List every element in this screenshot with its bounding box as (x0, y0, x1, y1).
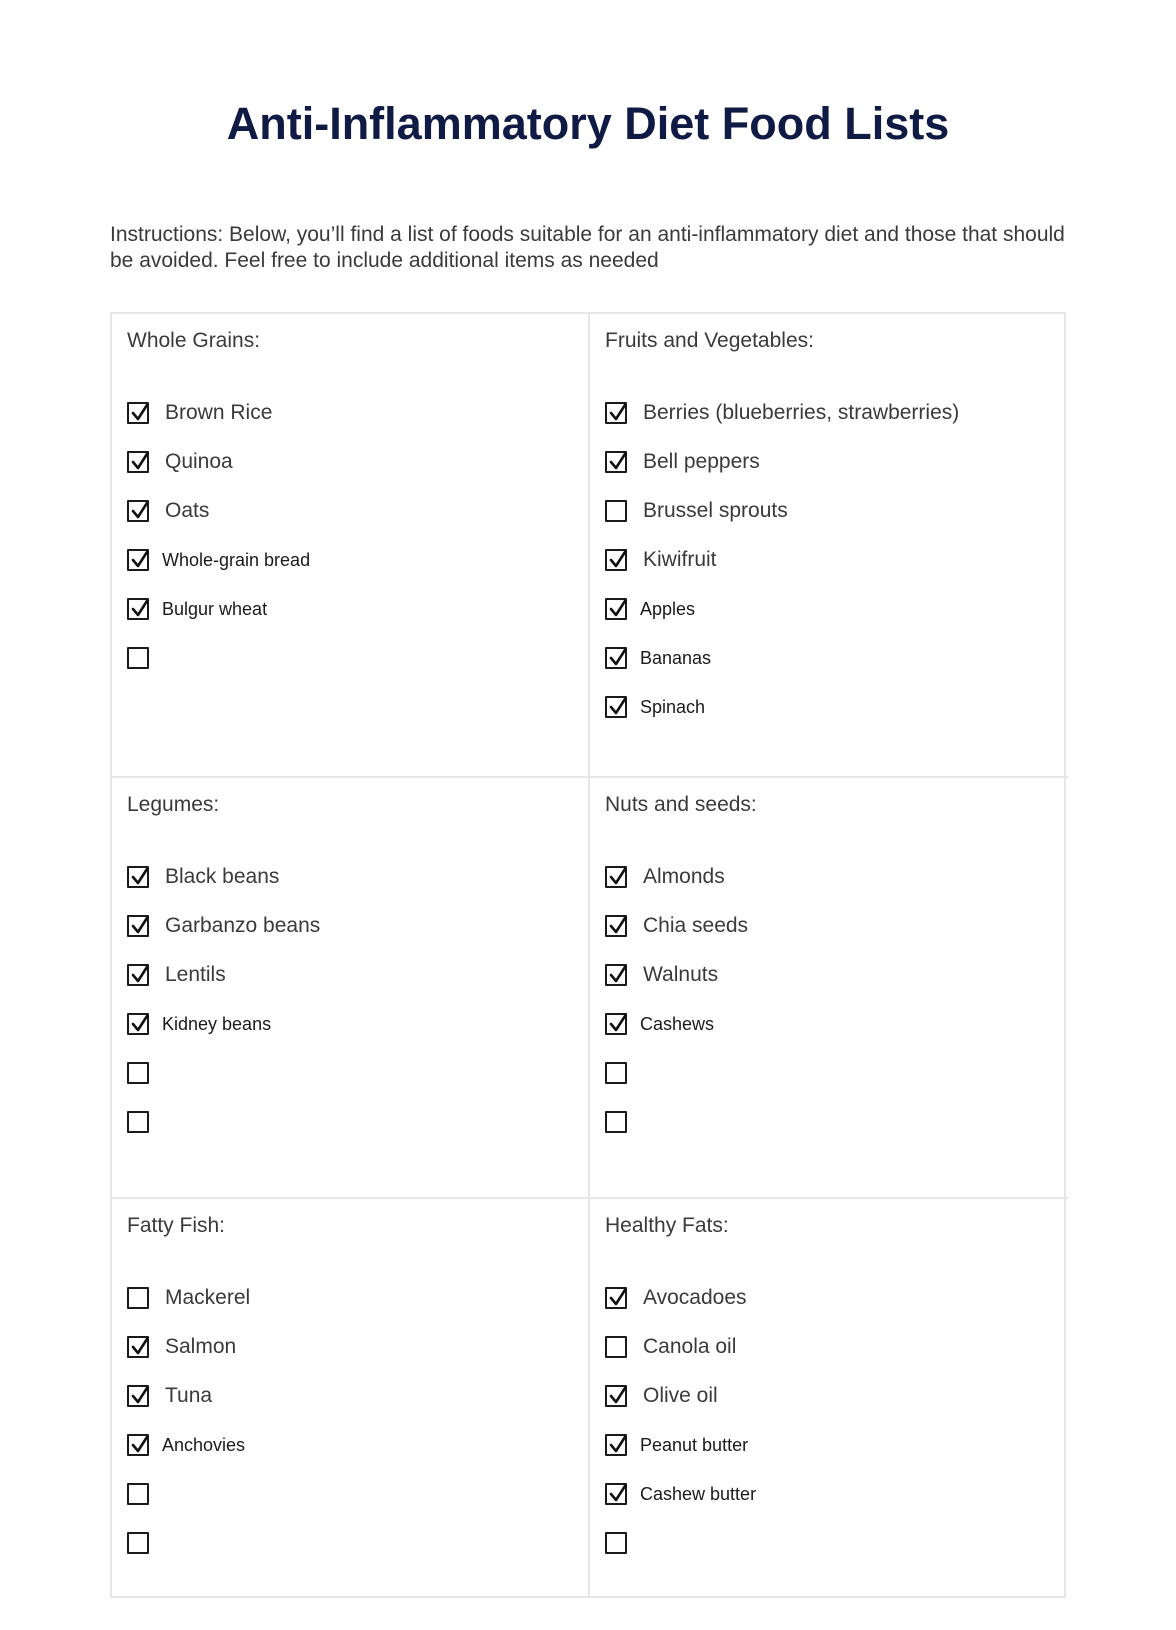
checkbox[interactable] (605, 1336, 627, 1358)
section-whole-grains (112, 314, 590, 778)
checklist-item (605, 1371, 1068, 1420)
item-label: Quinoa (165, 449, 233, 473)
item-label: Oats (165, 498, 210, 522)
section-title: Fruits and Vegetables: (605, 329, 814, 352)
item-label: Garbanzo beans (165, 913, 321, 937)
checkmark-icon (608, 1013, 628, 1035)
checklist-item (605, 682, 1068, 731)
checklist-item (127, 1420, 588, 1469)
checkmark-icon (130, 964, 150, 986)
checkbox[interactable] (605, 1483, 627, 1505)
checkbox[interactable] (127, 647, 149, 669)
item-label: Bulgur wheat (162, 598, 268, 619)
item-label: Avocadoes (643, 1285, 747, 1309)
checklist-item (127, 1371, 588, 1420)
checklist-item (127, 1048, 588, 1097)
checklist-item (605, 584, 1068, 633)
checkmark-icon (130, 1385, 150, 1407)
item-label: Walnuts (643, 962, 719, 986)
item-list (127, 388, 588, 682)
checklist-item (605, 1097, 1068, 1146)
item-list (605, 388, 1068, 731)
item-list (127, 852, 588, 1146)
item-list (605, 1273, 1068, 1567)
item-label: Brown Rice (165, 400, 273, 424)
checkmark-icon (608, 647, 628, 669)
section-title: Legumes: (127, 793, 220, 816)
checkbox[interactable] (127, 1062, 149, 1084)
checklist-item (127, 1518, 588, 1567)
checkbox[interactable] (605, 696, 627, 718)
checkmark-icon (608, 964, 628, 986)
checklist-item (127, 486, 588, 535)
item-label: Cashews (640, 1013, 715, 1034)
checkbox[interactable] (605, 647, 627, 669)
item-label: Bell peppers (643, 449, 760, 473)
checkmark-icon (130, 866, 150, 888)
checklist-item (127, 388, 588, 437)
item-label: Lentils (165, 962, 226, 986)
section-title: Fatty Fish: (127, 1214, 226, 1237)
checkbox[interactable] (127, 1287, 149, 1309)
checkmark-icon (608, 451, 628, 473)
item-label: Mackerel (165, 1285, 251, 1309)
checklist-item (605, 901, 1068, 950)
item-label: Cashew butter (640, 1483, 757, 1504)
checklist-item (127, 1469, 588, 1518)
checklist-item (605, 1322, 1068, 1371)
checklist-item (605, 388, 1068, 437)
section-title: Healthy Fats: (605, 1214, 729, 1237)
checkbox[interactable] (127, 402, 149, 424)
checkmark-icon (608, 1434, 628, 1456)
checkbox[interactable] (605, 1532, 627, 1554)
checkbox[interactable] (127, 866, 149, 888)
checkbox[interactable] (127, 500, 149, 522)
checkbox[interactable] (127, 1532, 149, 1554)
checkmark-icon (608, 402, 628, 424)
checklist-item (605, 535, 1068, 584)
item-label: Canola oil (643, 1334, 737, 1358)
checkbox[interactable] (127, 1434, 149, 1456)
checkbox[interactable] (127, 1013, 149, 1035)
checkbox[interactable] (605, 1111, 627, 1133)
checklist-item (605, 1518, 1068, 1567)
checkmark-icon (130, 915, 150, 937)
checklist-item (127, 584, 588, 633)
checkbox[interactable] (127, 964, 149, 986)
checklist-item (127, 1273, 588, 1322)
item-label: Black beans (165, 864, 280, 888)
checklist-item (605, 1273, 1068, 1322)
item-list (605, 852, 1068, 1146)
item-label: Berries (blueberries, strawberries) (643, 400, 960, 424)
section-fruits-and-vegetables (590, 314, 1068, 778)
item-label: Peanut butter (640, 1434, 749, 1455)
checklist-item (605, 999, 1068, 1048)
checkbox[interactable] (605, 1062, 627, 1084)
checkmark-icon (130, 500, 150, 522)
checklist-item (605, 950, 1068, 999)
checkbox[interactable] (127, 451, 149, 473)
checkmark-icon (130, 1013, 150, 1035)
checkmark-icon (608, 1385, 628, 1407)
section-nuts-and-seeds (590, 778, 1068, 1199)
food-list-grid (110, 312, 1066, 1598)
item-label: Bananas (640, 647, 712, 668)
checkmark-icon (608, 696, 628, 718)
checkbox[interactable] (127, 549, 149, 571)
item-label: Almonds (643, 864, 725, 888)
checklist-item (605, 1420, 1068, 1469)
checkbox[interactable] (605, 1287, 627, 1309)
page-title: Anti-Inflammatory Diet Food Lists (226, 98, 950, 149)
checkmark-icon (130, 402, 150, 424)
checkbox[interactable] (127, 1385, 149, 1407)
checkbox[interactable] (605, 500, 627, 522)
checklist-item (127, 999, 588, 1048)
checkbox[interactable] (127, 1111, 149, 1133)
checkmark-icon (130, 549, 150, 571)
checkmark-icon (608, 598, 628, 620)
checklist-item (127, 901, 588, 950)
checklist-item (127, 633, 588, 682)
checkmark-icon (608, 866, 628, 888)
item-label: Brussel sprouts (643, 498, 788, 522)
checkmark-icon (608, 915, 628, 937)
checkmark-icon (608, 1483, 628, 1505)
checklist-item (605, 852, 1068, 901)
checkbox[interactable] (127, 1483, 149, 1505)
section-title: Nuts and seeds: (605, 793, 757, 816)
item-label: Spinach (640, 696, 706, 717)
checkbox[interactable] (605, 598, 627, 620)
instructions-text: Instructions: Below, you’ll find a list of foods suitable for an anti-inflammatory diet and those that should be avoided. Feel free to include additional items as needed (110, 223, 1065, 272)
checkbox[interactable] (605, 451, 627, 473)
checkbox[interactable] (127, 1336, 149, 1358)
checklist-item (127, 852, 588, 901)
checklist-item (127, 535, 588, 584)
item-list (127, 1273, 588, 1567)
item-label: Apples (640, 598, 696, 619)
checkmark-icon (130, 598, 150, 620)
item-label: Anchovies (162, 1434, 246, 1455)
section-fatty-fish (112, 1199, 590, 1596)
checklist-item (605, 437, 1068, 486)
checkmark-icon (608, 549, 628, 571)
checkbox[interactable] (127, 598, 149, 620)
checklist-item (605, 1469, 1068, 1518)
checkbox[interactable] (127, 915, 149, 937)
checkbox[interactable] (605, 1385, 627, 1407)
item-label: Olive oil (643, 1383, 718, 1407)
checkbox[interactable] (605, 866, 627, 888)
checklist-item (605, 1048, 1068, 1097)
checklist-item (127, 1097, 588, 1146)
checkbox[interactable] (605, 1434, 627, 1456)
checklist-item (127, 1322, 588, 1371)
item-label: Chia seeds (643, 913, 749, 937)
checkbox[interactable] (605, 964, 627, 986)
checkbox[interactable] (605, 1013, 627, 1035)
item-label: Whole-grain bread (162, 549, 311, 570)
checkbox[interactable] (605, 549, 627, 571)
checkmark-icon (130, 451, 150, 473)
item-label: Tuna (165, 1383, 213, 1407)
checklist-item (127, 950, 588, 999)
checkbox[interactable] (605, 915, 627, 937)
section-title: Whole Grains: (127, 329, 261, 352)
section-legumes (112, 778, 590, 1199)
checkmark-icon (608, 1287, 628, 1309)
checkmark-icon (130, 1336, 150, 1358)
item-label: Kiwifruit (643, 547, 717, 571)
item-label: Kidney beans (162, 1013, 272, 1034)
checkmark-icon (130, 1434, 150, 1456)
checklist-item (127, 437, 588, 486)
checklist-item (605, 486, 1068, 535)
checklist-item (605, 633, 1068, 682)
checkbox[interactable] (605, 402, 627, 424)
section-healthy-fats (590, 1199, 1068, 1596)
item-label: Salmon (165, 1334, 237, 1358)
